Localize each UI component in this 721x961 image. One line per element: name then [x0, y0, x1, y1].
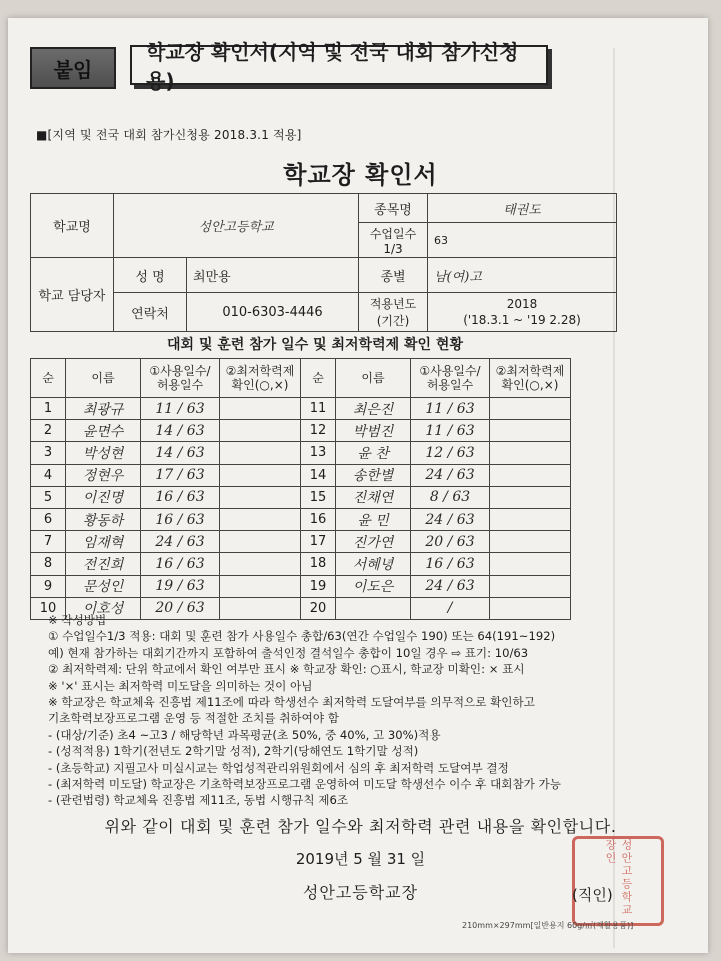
- row-number: 8: [31, 553, 66, 575]
- instruction-line: - (대상/기준) 초4 ~고3 / 해당학년 과목평균(초 50%, 중 40%, 고 30%)적용: [48, 727, 441, 742]
- instruction-line: 예) 현재 참가하는 대회기간까지 포함하여 출석인정 결석일수 총합이 10일 경우 ⇨ 표기: 10/63: [48, 645, 529, 660]
- days-used: 17 / 63: [141, 464, 220, 486]
- days-used: 24 / 63: [411, 575, 490, 597]
- row-number: 2: [31, 420, 66, 442]
- days-used: 19 / 63: [141, 575, 220, 597]
- row-number: 4: [31, 464, 66, 486]
- student-name: 윤면수: [66, 420, 141, 442]
- min-grade-check: [490, 508, 571, 530]
- table-row: [31, 420, 571, 442]
- row-number: 13: [301, 442, 336, 464]
- table-row: [31, 464, 571, 486]
- info-table: [30, 193, 617, 332]
- row-number: 7: [31, 531, 66, 553]
- student-name: 박성현: [66, 442, 141, 464]
- min-grade-check: [490, 420, 571, 442]
- row-number: 12: [301, 420, 336, 442]
- days-used: 14 / 63: [141, 442, 220, 464]
- student-name: 전진희: [66, 553, 141, 575]
- min-grade-check: [490, 398, 571, 420]
- table-row: [31, 398, 571, 420]
- col-name: 이름: [336, 359, 411, 398]
- student-name: 최은진: [336, 398, 411, 420]
- days-used: 8 / 63: [411, 486, 490, 508]
- issue-date: 2019년 5 월 31 일: [295, 850, 426, 868]
- name-label: 성 명: [114, 258, 187, 293]
- min-grade-check: [490, 442, 571, 464]
- min-grade-check: [490, 464, 571, 486]
- min-grade-check: [220, 486, 301, 508]
- row-number: 17: [301, 531, 336, 553]
- days-value: 63: [428, 223, 617, 258]
- writing-instructions: [48, 612, 648, 809]
- days-used: /: [411, 597, 490, 619]
- instruction-line: - (성적적용) 1학기(전년도 2학기말 성적), 2학기(당해연도 1학기말 성적): [48, 744, 419, 759]
- table-row: [31, 575, 571, 597]
- days-used: 24 / 63: [411, 464, 490, 486]
- student-name: 서혜녕: [336, 553, 411, 575]
- school-label: 학교명: [31, 194, 114, 258]
- days-used: 16 / 63: [141, 508, 220, 530]
- days-used: 16 / 63: [141, 553, 220, 575]
- student-name: 황동하: [66, 508, 141, 530]
- min-grade-check: [220, 531, 301, 553]
- days-used: 11 / 63: [411, 398, 490, 420]
- student-name: 윤 찬: [336, 442, 411, 464]
- table-row: [31, 442, 571, 464]
- min-grade-check: [220, 508, 301, 530]
- col-no: 순: [301, 359, 336, 398]
- row-number: 14: [301, 464, 336, 486]
- student-table-header: [31, 359, 571, 398]
- applicable-note: ■[지역 및 전국 대회 참가신청용 2018.3.1 적용]: [36, 128, 302, 142]
- min-grade-check: [220, 398, 301, 420]
- row-number: 20: [301, 597, 336, 619]
- instruction-line: ※ 작성방법: [48, 613, 107, 627]
- col-days: ①사용일수/ 허용일수: [141, 359, 220, 398]
- col-no: 순: [31, 359, 66, 398]
- col-check: ②최저학력제 확인(○,×): [220, 359, 301, 398]
- year-label: 적용년도 (기간): [359, 293, 428, 332]
- row-number: 1: [31, 398, 66, 420]
- row-number: 9: [31, 575, 66, 597]
- days-used: 14 / 63: [141, 420, 220, 442]
- gender-label: 종별: [359, 258, 428, 293]
- instruction-line: ※ 학교장은 학교체육 진흥법 제11조에 따라 학생선수 최저학력 도달여부를 의무적으로 확인하고: [48, 695, 535, 710]
- row-number: 6: [31, 508, 66, 530]
- days-used: 20 / 63: [411, 531, 490, 553]
- table-row: [31, 553, 571, 575]
- days-used: 20 / 63: [141, 597, 220, 619]
- gender-value: 남(여)고: [428, 258, 617, 293]
- days-used: 11 / 63: [411, 420, 490, 442]
- min-grade-check: [490, 486, 571, 508]
- row-number: 11: [301, 398, 336, 420]
- min-grade-check: [220, 464, 301, 486]
- min-grade-check: [490, 575, 571, 597]
- instruction-line: ※ '×' 표시는 최저학력 미도달을 의미하는 것이 아님: [48, 678, 313, 693]
- student-name: 문성인: [66, 575, 141, 597]
- stamp-mark: (직인): [572, 886, 613, 904]
- table-row: [31, 486, 571, 508]
- instruction-line: - (관련법령) 학교체육 진흥법 제11조, 동법 시행규칙 제6조: [48, 793, 349, 808]
- days-used: 16 / 63: [141, 486, 220, 508]
- table-row: [31, 531, 571, 553]
- days-label: 수업일수 1/3: [359, 223, 428, 258]
- min-grade-check: [220, 575, 301, 597]
- sport-value: 태권도: [428, 194, 617, 223]
- paper-spec: 210mm×297mm[일반용지 60g/㎡(재활용품)]: [462, 921, 634, 930]
- header-title: 학교장 확인서(지역 및 전국 대회 참가신청용): [130, 45, 548, 85]
- instruction-line: - (초등학교) 지필고사 미실시교는 학업성적관리위원회에서 심의 후 최저학력 도달여부 결정: [48, 760, 509, 775]
- principal-name: 성안고등학교장: [302, 883, 419, 902]
- section-title: 대회 및 훈련 참가 일수 및 최저학력제 확인 현황: [167, 337, 463, 353]
- student-name: 이호성: [66, 597, 141, 619]
- row-number: 5: [31, 486, 66, 508]
- contact-value: 010-6303-4446: [187, 293, 359, 332]
- days-used: 24 / 63: [141, 531, 220, 553]
- row-number: 15: [301, 486, 336, 508]
- min-grade-check: [220, 420, 301, 442]
- min-grade-check: [490, 531, 571, 553]
- teacher-label: 학교 담당자: [31, 258, 114, 332]
- contact-label: 연락처: [114, 293, 187, 332]
- min-grade-check: [220, 442, 301, 464]
- student-name: 송한별: [336, 464, 411, 486]
- school-value: 성안고등학교: [114, 194, 359, 258]
- row-number: 10: [31, 597, 66, 619]
- attachment-tag: 붙임: [30, 47, 116, 89]
- row-number: 16: [301, 508, 336, 530]
- col-check: ②최저학력제 확인(○,×): [490, 359, 571, 398]
- instruction-line: ① 수업일수1/3 적용: 대회 및 훈련 참가 사용일수 총합/63(연간 수업일수 190) 또는 64(191~192): [48, 629, 556, 644]
- student-name: 진채연: [336, 486, 411, 508]
- student-name: 이도은: [336, 575, 411, 597]
- days-used: 24 / 63: [411, 508, 490, 530]
- student-name: 진가연: [336, 531, 411, 553]
- row-number: 3: [31, 442, 66, 464]
- year-cell: [428, 293, 617, 332]
- table-row: [31, 508, 571, 530]
- col-days: ①사용일수/ 허용일수: [411, 359, 490, 398]
- page-title: 학교장 확인서: [283, 161, 438, 189]
- days-used: 11 / 63: [141, 398, 220, 420]
- days-used: 12 / 63: [411, 442, 490, 464]
- student-name: 이진명: [66, 486, 141, 508]
- col-name: 이름: [66, 359, 141, 398]
- student-name: 윤 민: [336, 508, 411, 530]
- row-number: 18: [301, 553, 336, 575]
- official-seal-icon: 성안고등학교장인: [572, 836, 664, 926]
- instruction-line: - (최저학력 미도달) 학교장은 기초학력보장프로그램 운영하여 미도달 학생선수 이수 후 대회참가 가능: [48, 777, 561, 792]
- row-number: 19: [301, 575, 336, 597]
- student-name: 정현우: [66, 464, 141, 486]
- confirmation-statement: 위와 같이 대회 및 훈련 참가 일수와 최저학력 관련 내용을 확인합니다.: [104, 817, 617, 836]
- student-name: 박범진: [336, 420, 411, 442]
- student-name: 최광규: [66, 398, 141, 420]
- year-value: 2018: [506, 297, 538, 311]
- min-grade-check: [490, 553, 571, 575]
- min-grade-check: [220, 553, 301, 575]
- days-used: 16 / 63: [411, 553, 490, 575]
- period-value: ('18.3.1 ~ '19 2.28): [463, 313, 581, 327]
- instruction-line: 기초학력보장프로그램 운영 등 적절한 조치를 취하여야 함: [48, 711, 339, 726]
- student-table: [30, 358, 571, 620]
- name-value: 최만용: [187, 258, 359, 293]
- student-name: 임재혁: [66, 531, 141, 553]
- sport-label: 종목명: [359, 194, 428, 223]
- instruction-line: ② 최저학력제: 단위 학교에서 확인 여부만 표시 ※ 학교장 확인: ○표시, 학교장 미확인: × 표시: [48, 662, 525, 677]
